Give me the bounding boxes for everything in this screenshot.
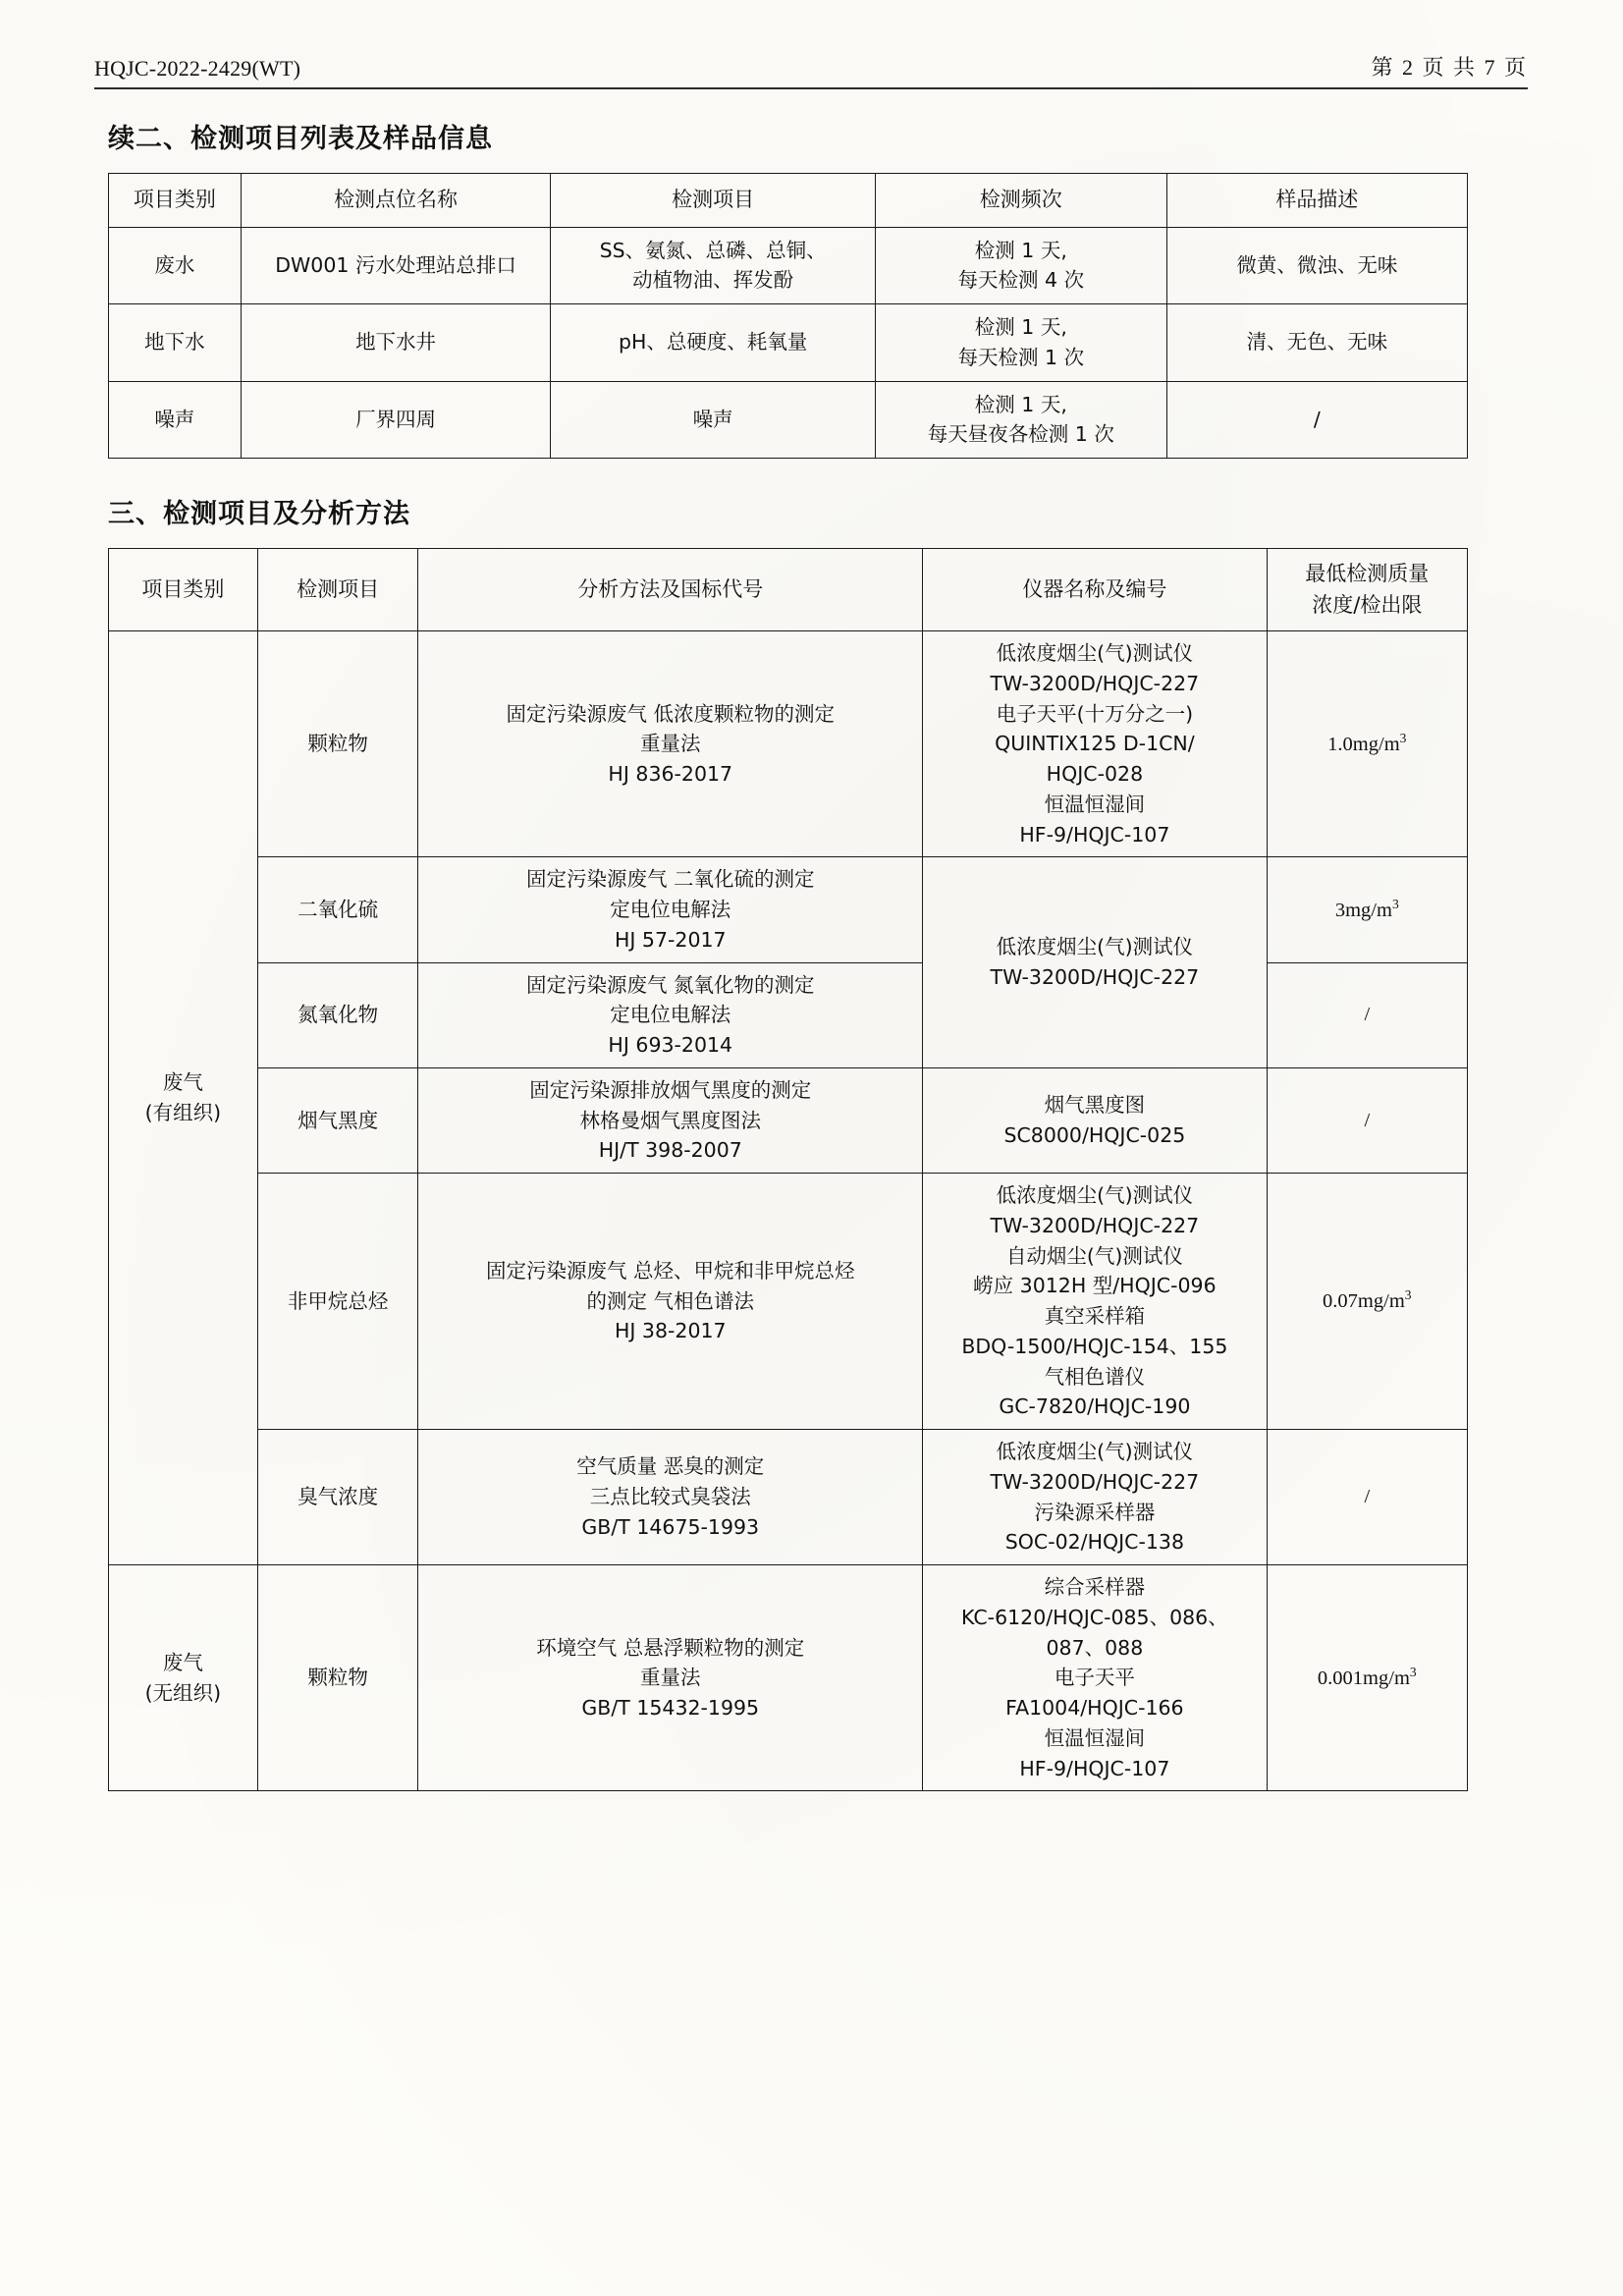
method-line: 固定污染源废气 氮氧化物的测定 <box>526 972 815 997</box>
instrument-line: BDQ-1500/HQJC-154、155 <box>961 1334 1228 1358</box>
instrument-line: GC-7820/HQJC-190 <box>999 1394 1191 1419</box>
col-sample-desc: 样品描述 <box>1166 174 1467 228</box>
instrument-line: SOC-02/HQJC-138 <box>1004 1530 1185 1555</box>
cell-test-items: pH、总硬度、耗氧量 <box>551 304 875 382</box>
col-method: 分析方法及国标代号 <box>418 549 923 631</box>
col-test-item: 检测项目 <box>257 549 418 631</box>
cell-point-name: 地下水井 <box>241 304 551 382</box>
table-header-row <box>109 174 1468 228</box>
method-line: HJ 38-2017 <box>614 1319 727 1343</box>
cell-test-item: 颗粒物 <box>257 631 418 857</box>
cell-test-item: 颗粒物 <box>257 1565 418 1791</box>
instrument-line: HF-9/HQJC-107 <box>1019 1756 1170 1780</box>
page-number: 第 2 页 共 7 页 <box>1371 55 1528 80</box>
category-line: (无组织) <box>144 1680 222 1705</box>
frequency-line: 每天昼夜各检测 1 次 <box>927 422 1114 447</box>
method-line: GB/T 14675-1993 <box>581 1514 760 1539</box>
cell-category: 噪声 <box>109 381 242 459</box>
instrument-line: 低浓度烟尘(气)测试仪 <box>996 1183 1194 1207</box>
cell-point-name: DW001 污水处理站总排口 <box>241 227 551 304</box>
frequency-line: 检测 1 天, <box>974 315 1067 339</box>
instrument-line: TW-3200D/HQJC-227 <box>990 671 1200 695</box>
cell-instrument <box>923 1565 1267 1791</box>
limit-value: 3mg/m <box>1334 899 1392 921</box>
method-line: 空气质量 恶臭的测定 <box>576 1454 765 1479</box>
frequency-line: 检测 1 天, <box>974 238 1067 262</box>
instrument-line: 气相色谱仪 <box>1044 1364 1146 1389</box>
cell-instrument <box>923 1174 1267 1430</box>
table-row <box>109 1565 1468 1791</box>
table-header-row <box>109 549 1468 631</box>
method-line: HJ 836-2017 <box>608 762 733 786</box>
cell-method <box>418 1067 923 1173</box>
test-item-line: SS、氨氮、总磷、总铜、 <box>599 238 827 262</box>
document-sheet <box>94 51 1528 2241</box>
cell-method <box>418 962 923 1067</box>
method-line: 固定污染源废气 总烃、甲烷和非甲烷总烃 <box>486 1258 855 1283</box>
table-row <box>109 1430 1468 1565</box>
test-item-line: 动植物油、挥发酚 <box>632 268 794 293</box>
instrument-line: KC-6120/HQJC-085、086、 <box>961 1605 1228 1629</box>
cell-method <box>418 857 923 962</box>
method-line: HJ 57-2017 <box>614 927 727 952</box>
method-line: HJ 693-2014 <box>608 1033 733 1057</box>
cell-category-organized <box>109 631 258 1565</box>
category-line: 废气 <box>162 1070 203 1095</box>
frequency-line: 每天检测 4 次 <box>957 268 1085 293</box>
instrument-line: TW-3200D/HQJC-227 <box>990 1469 1200 1494</box>
cell-method <box>418 1174 923 1430</box>
instrument-line: 低浓度烟尘(气)测试仪 <box>996 1440 1194 1463</box>
section-title-methods: 三、检测项目及分析方法 <box>108 499 410 529</box>
instrument-line: HF-9/HQJC-107 <box>1019 822 1170 847</box>
limit-value: 1.0mg/m <box>1327 733 1400 755</box>
cell-test-item: 非甲烷总烃 <box>257 1174 418 1430</box>
table-row <box>109 1174 1468 1430</box>
instrument-line: 电子天平(十万分之一) <box>996 701 1194 726</box>
cell-category-unorganized <box>109 1565 258 1791</box>
col-test-items: 检测项目 <box>551 174 875 228</box>
cell-detection-limit <box>1267 631 1467 857</box>
limit-value: 0.07mg/m <box>1323 1290 1405 1313</box>
cell-detection-limit <box>1267 857 1467 962</box>
col-instrument: 仪器名称及编号 <box>923 549 1267 631</box>
cell-test-item: 臭气浓度 <box>257 1430 418 1565</box>
sample-info-table <box>108 173 1468 459</box>
table-row <box>109 631 1468 857</box>
cell-detection-limit <box>1267 1565 1467 1791</box>
table-row <box>109 1067 1468 1173</box>
col-point-name: 检测点位名称 <box>241 174 551 228</box>
table-row <box>109 227 1468 304</box>
instrument-line: SC8000/HQJC-025 <box>1003 1122 1186 1147</box>
cell-frequency <box>875 304 1166 382</box>
cell-category: 地下水 <box>109 304 242 382</box>
page-header <box>94 51 1528 82</box>
table-row <box>109 381 1468 459</box>
limit-exponent: 3 <box>1391 896 1399 911</box>
cell-sample-desc: 微黄、微浊、无味 <box>1166 227 1467 304</box>
instrument-line: 综合采样器 <box>1044 1575 1146 1599</box>
cell-category: 废水 <box>109 227 242 304</box>
col-detection-limit <box>1267 549 1467 631</box>
col-category: 项目类别 <box>109 549 258 631</box>
method-line: 固定污染源废气 低浓度颗粒物的测定 <box>506 701 836 726</box>
limit-value: 0.001mg/m <box>1317 1667 1410 1689</box>
method-line: 定电位电解法 <box>610 898 731 921</box>
limit-exponent: 3 <box>1404 1287 1412 1303</box>
method-line: 定电位电解法 <box>610 1003 731 1027</box>
instrument-line: QUINTIX125 D-1CN/ <box>995 732 1195 756</box>
table-row <box>109 857 1468 962</box>
cell-test-item: 氮氧化物 <box>257 962 418 1067</box>
instrument-line: 低浓度烟尘(气)测试仪 <box>996 935 1194 959</box>
instrument-line: FA1004/HQJC-166 <box>1005 1696 1184 1720</box>
instrument-line: TW-3200D/HQJC-227 <box>990 965 1200 989</box>
cell-method <box>418 1430 923 1565</box>
limit-header-line: 浓度/检出限 <box>1312 592 1423 617</box>
col-frequency: 检测频次 <box>875 174 1166 228</box>
cell-instrument <box>923 1430 1267 1565</box>
cell-sample-desc: 清、无色、无味 <box>1166 304 1467 382</box>
cell-instrument <box>923 1067 1267 1173</box>
cell-test-items <box>551 227 875 304</box>
cell-method <box>418 1565 923 1791</box>
methods-table <box>108 548 1468 1791</box>
instrument-line: 自动烟尘(气)测试仪 <box>1005 1243 1183 1268</box>
cell-instrument <box>923 631 1267 857</box>
instrument-line: 恒温恒湿间 <box>1044 792 1146 816</box>
instrument-line: TW-3200D/HQJC-227 <box>990 1213 1200 1237</box>
frequency-line: 检测 1 天, <box>974 392 1067 416</box>
method-line: 林格曼烟气黑度图法 <box>579 1108 762 1132</box>
cell-frequency <box>875 227 1166 304</box>
cell-instrument <box>923 857 1267 1068</box>
method-line: 的测定 气相色谱法 <box>586 1288 755 1313</box>
method-line: 固定污染源废气 二氧化硫的测定 <box>526 867 815 892</box>
method-line: 重量法 <box>640 1666 701 1690</box>
section-title-continued-two: 续二、检测项目列表及样品信息 <box>108 124 493 154</box>
limit-header-line: 最低检测质量 <box>1305 562 1430 585</box>
method-line: HJ/T 398-2007 <box>598 1138 742 1163</box>
instrument-line: 污染源采样器 <box>1034 1500 1156 1524</box>
table-row <box>109 304 1468 382</box>
cell-detection-limit: / <box>1267 962 1467 1067</box>
method-line: 固定污染源排放烟气黑度的测定 <box>529 1077 812 1102</box>
cell-detection-limit: / <box>1267 1067 1467 1173</box>
cell-method <box>418 631 923 857</box>
instrument-line: 电子天平 <box>1054 1666 1135 1690</box>
instrument-line: 真空采样箱 <box>1044 1304 1146 1328</box>
category-line: (有组织) <box>144 1101 222 1124</box>
method-line: 环境空气 总悬浮颗粒物的测定 <box>536 1635 805 1660</box>
instrument-line: 恒温恒湿间 <box>1044 1725 1146 1750</box>
cell-test-items: 噪声 <box>551 381 875 459</box>
cell-point-name: 厂界四周 <box>241 381 551 459</box>
cell-detection-limit <box>1267 1174 1467 1430</box>
method-line: 重量法 <box>640 732 701 756</box>
frequency-line: 每天检测 1 次 <box>957 345 1085 369</box>
cell-frequency <box>875 381 1166 459</box>
method-line: GB/T 15432-1995 <box>581 1696 760 1720</box>
instrument-line: HQJC-028 <box>1046 762 1144 786</box>
category-line: 废气 <box>162 1650 203 1674</box>
header-rule <box>94 87 1528 89</box>
document-number: HQJC-2022-2429(WT) <box>94 56 301 81</box>
cell-detection-limit: / <box>1267 1430 1467 1565</box>
method-line: 三点比较式臭袋法 <box>589 1485 751 1509</box>
limit-exponent: 3 <box>1399 730 1407 745</box>
instrument-line: 087、088 <box>1046 1635 1144 1660</box>
instrument-line: 低浓度烟尘(气)测试仪 <box>996 641 1194 665</box>
col-category: 项目类别 <box>109 174 242 228</box>
limit-exponent: 3 <box>1409 1664 1417 1679</box>
instrument-line: 烟气黑度图 <box>1044 1093 1146 1118</box>
cell-test-item: 烟气黑度 <box>257 1067 418 1173</box>
instrument-line: 崂应 3012H 型/HQJC-096 <box>973 1274 1217 1298</box>
cell-test-item: 二氧化硫 <box>257 857 418 962</box>
cell-sample-desc: / <box>1166 381 1467 459</box>
